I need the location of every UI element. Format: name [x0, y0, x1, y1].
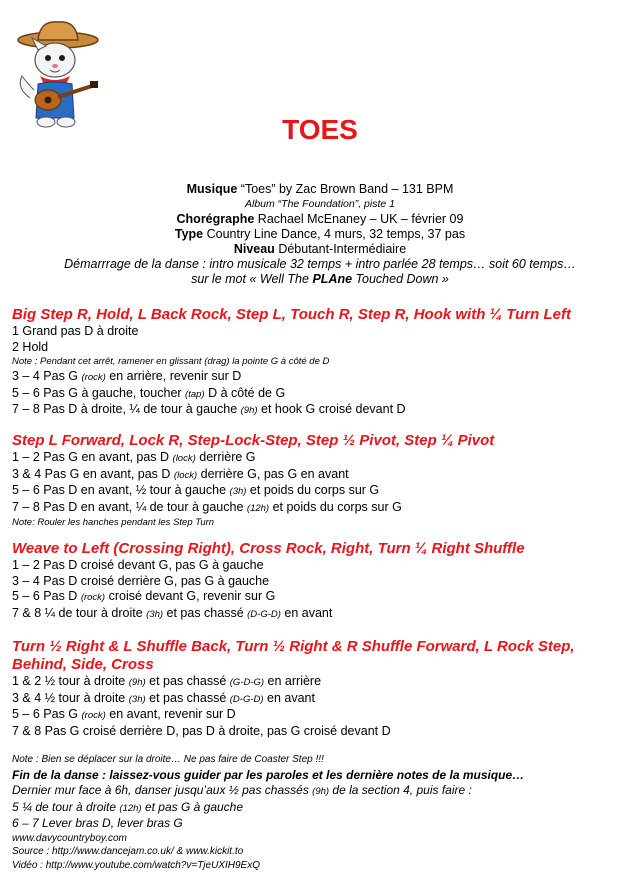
ending-step-line: 6 – 7 Lever bras D, lever bras G [12, 816, 183, 830]
section-1 [12, 306, 628, 419]
step-line: 3 & 4 ½ tour à droite (3h) et pas chassé (D-G-D) en avant [12, 690, 315, 705]
footer [12, 752, 628, 872]
end-of-dance: Fin de la danse : laissez-vous guider par les paroles et les dernière notes de la musique… [12, 767, 525, 782]
step-note: Note: Rouler les hanches pendant les Step Turn [12, 517, 215, 528]
source-line[interactable]: Source : http://www.dancejam.co.uk/ & www.kickit.to [12, 846, 244, 857]
last-wall-line: Dernier mur face à 6h, danser jusqu’aux ½ pas chassés (9h) de la section 4, puis faire : [12, 783, 472, 797]
type-line: Type Country Line Dance, 4 murs, 32 temps, 37 pas [174, 227, 466, 241]
section-heading-continued: Behind, Side, Cross [12, 656, 154, 673]
choreographer-line: Chorégraphe Rachael McEnaney – UK – février 09 [176, 212, 464, 226]
step-line: 3 – 4 Pas D croisé derrière G, pas G à gauche [12, 573, 270, 588]
step-line: 5 – 6 Pas G à gauche, toucher (tap) D à côté de G [12, 385, 286, 400]
step-line: 5 – 6 Pas G (rock) en avant, revenir sur D [12, 707, 236, 721]
step-line: 7 – 8 Pas D à droite, ¼ de tour à gauche (9h) et hook G croisé devant D [12, 402, 406, 416]
section-heading: Step L Forward, Lock R, Step-Lock-Step, Step ½ Pivot, Step ¼ Pivot [12, 432, 495, 449]
step-line: 1 & 2 ½ tour à droite (9h) et pas chassé (G-D-G) en arrière [12, 674, 322, 688]
step-note: Note : Pendant cet arrêt, ramener en glissant (drag) la pointe G à côté de D [12, 356, 330, 367]
step-line: 3 – 4 Pas G (rock) en arrière, revenir sur D [12, 369, 242, 383]
step-line: 5 – 6 Pas D en avant, ½ tour à gauche (3h) et poids du corps sur G [12, 483, 380, 497]
step-line: 1 – 2 Pas D croisé devant G, pas G à gauche [12, 558, 264, 572]
start-word-line: sur le mot « Well The PLAne Touched Down » [191, 272, 449, 286]
dance-info [0, 182, 640, 287]
section-4 [12, 638, 628, 739]
step-line: 7 – 8 Pas D en avant, ¼ de tour à gauche (12h) et poids du corps sur G [12, 499, 402, 514]
page-title: TOES [282, 114, 358, 145]
level-line: Niveau Débutant-Intermédiaire [233, 242, 407, 256]
step-line: 2 Hold [12, 339, 49, 354]
section-3 [12, 540, 628, 622]
step-line: 7 & 8 Pas G croisé derrière D, pas D à droite, pas G croisé devant D [12, 723, 391, 738]
step-line: 5 – 6 Pas D (rock) croisé devant G, revenir sur G [12, 589, 276, 603]
music-line: Musique “Toes” by Zac Brown Band – 131 BPM [186, 182, 454, 196]
step-line: 1 – 2 Pas G en avant, pas D (lock) derrière G [12, 450, 256, 464]
step-line: 3 & 4 Pas G en avant, pas D (lock) derrière G, pas G en avant [12, 466, 349, 481]
step-line: 1 Grand pas D à droite [12, 324, 139, 338]
step-line: 7 & 8 ¼ de tour à droite (3h) et pas chassé (D-G-D) en avant [12, 605, 333, 620]
section-heading: Turn ½ Right & L Shuffle Back, Turn ½ Right & R Shuffle Forward, L Rock Step, [12, 638, 575, 655]
ending-step-line: 5 ¼ de tour à droite (12h) et pas G à gauche [12, 799, 244, 814]
section-heading: Weave to Left (Crossing Right), Cross Rock, Right, Turn ¼ Right Shuffle [12, 540, 525, 557]
section-heading: Big Step R, Hold, L Back Rock, Step L, Touch R, Step R, Hook with ¼ Turn Left [12, 306, 571, 323]
section-2 [12, 432, 628, 530]
footer-note: Note : Bien se déplacer sur la droite… Ne pas faire de Coaster Step !!! [12, 754, 324, 765]
video-line[interactable]: Vidéo : http://www.youtube.com/watch?v=TjeUXIH9ExQ [12, 859, 260, 871]
start-line: Démarrrage de la danse : intro musicale 32 temps + intro parlée 28 temps… soit 60 temps… [64, 257, 576, 271]
album-line: Album “The Foundation”, piste 1 [245, 198, 395, 210]
website-link[interactable]: www.davycountryboy.com [12, 832, 127, 844]
